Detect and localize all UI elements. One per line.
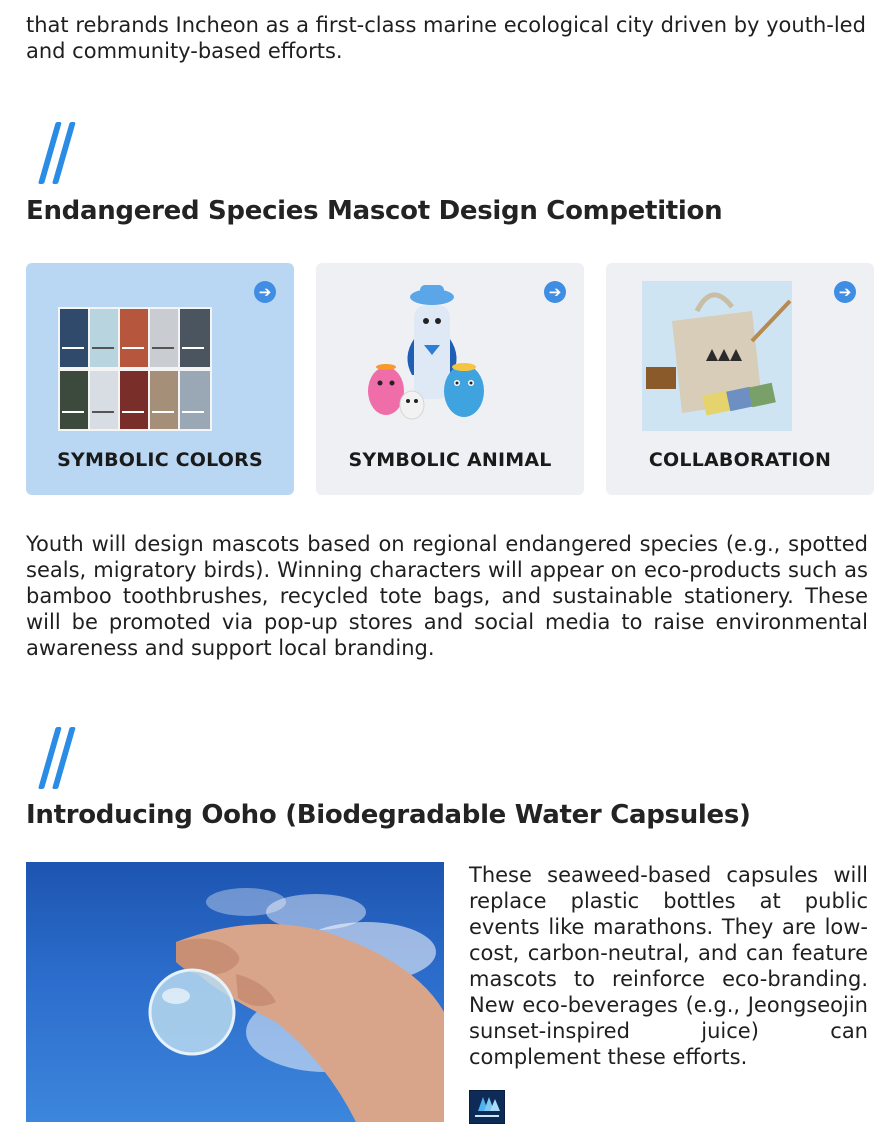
arrow-right-circle-icon[interactable]: ➔ — [254, 281, 276, 303]
hand-holding-capsule-image — [26, 862, 444, 1122]
intro-paragraph: that rebrands Incheon as a first-class marine ecological city driven by youth-led and community-based efforts. — [26, 13, 866, 63]
card-label: SYMBOLIC ANIMAL — [348, 449, 552, 471]
card-symbolic-animal[interactable] — [316, 263, 584, 495]
eco-products-image — [642, 281, 792, 431]
mascot-characters-image — [346, 279, 506, 431]
section-divider-icon — [26, 122, 76, 182]
ooho-capsule-photo — [26, 862, 444, 1122]
section-divider-icon — [26, 727, 76, 787]
section-title-ooho: Introducing Ooho (Biodegradable Water Capsules) — [26, 800, 751, 830]
section-title-mascot: Endangered Species Mascot Design Competition — [26, 196, 723, 226]
color-swatch-grid-image — [58, 307, 212, 431]
mascot-paragraph: Youth will design mascots based on regional endangered species (e.g., spotted seals, migratory birds). Winning characters will appear on eco-products such as bamboo toothbrushes, recycled tote bags, and sustainable stationery. These will be promoted via pop-up stores and social media to raise environmental awareness and support local branding. — [26, 532, 868, 660]
card-label: SYMBOLIC COLORS — [57, 449, 263, 471]
waterwise-logo-icon — [469, 1090, 505, 1124]
card-collaboration[interactable] — [606, 263, 874, 495]
card-symbolic-colors[interactable] — [26, 263, 294, 495]
arrow-right-circle-icon[interactable]: ➔ — [834, 281, 856, 303]
card-label: COLLABORATION — [648, 449, 832, 471]
mascot-card-row — [26, 263, 868, 495]
arrow-right-circle-icon[interactable]: ➔ — [544, 281, 566, 303]
ooho-paragraph: These seaweed-based capsules will replace plastic bottles at public events like marathons. They are low-cost, carbon-neutral, and can feature mascots to reinforce eco-branding. New eco-beverages (e.g., Jeongseojin sunset-inspired juice) can complement these efforts. — [469, 863, 868, 1069]
